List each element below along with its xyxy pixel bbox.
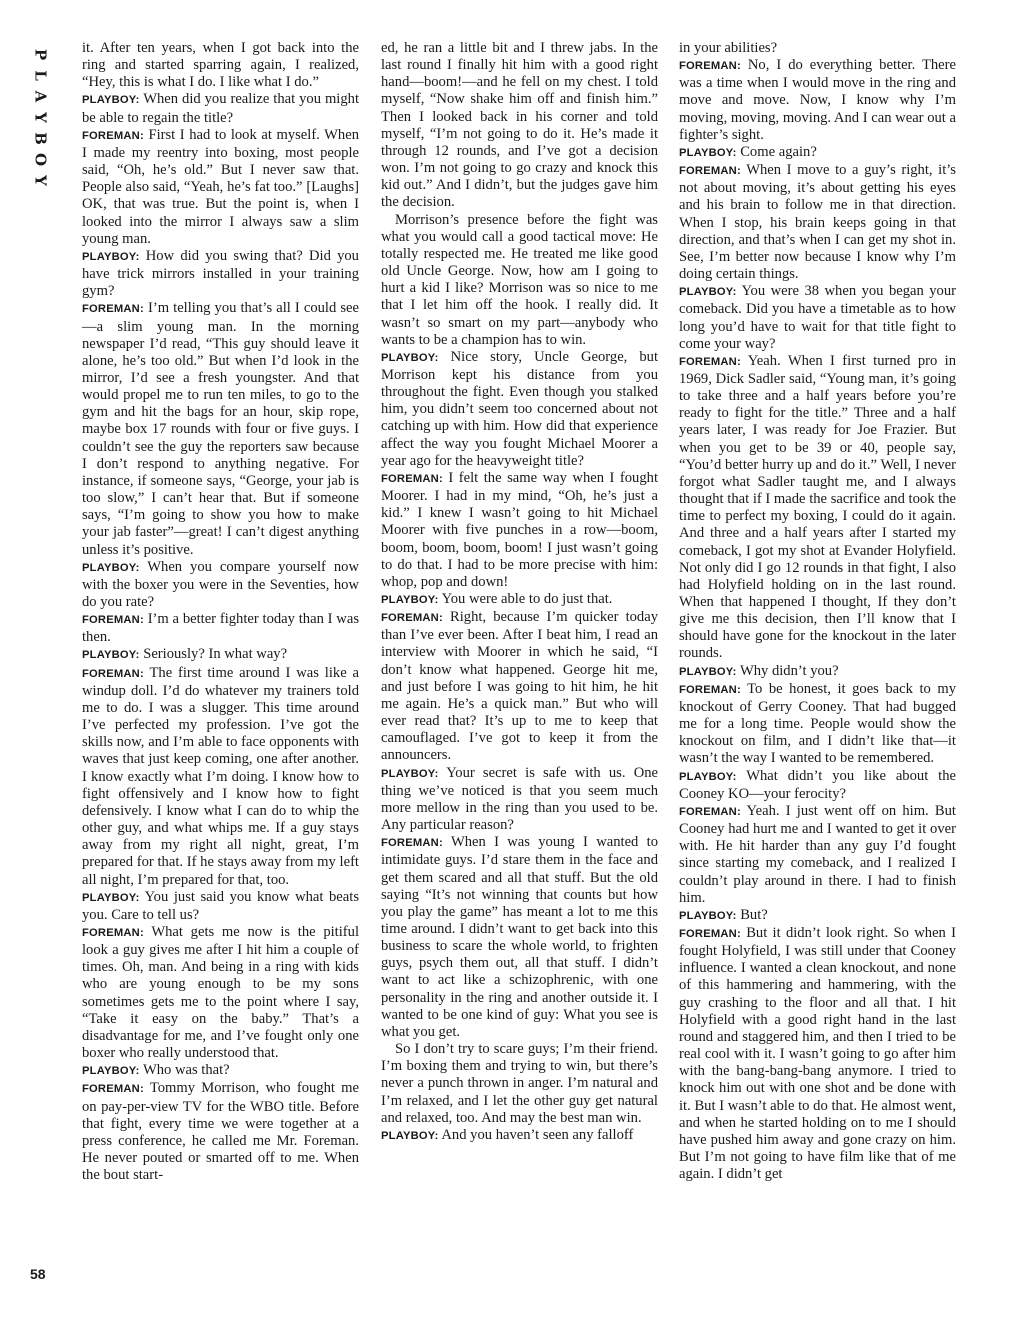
paragraph-text: it. After ten years, when I got back into the ring and started sparring again, I realized, “Hey, this is what I do. I like what I do.” (82, 40, 359, 91)
interview-paragraph (381, 591, 658, 609)
interview-paragraph (679, 925, 956, 1183)
paragraph-text: I’m telling you that’s all I could see—a slim young man. In the morning newspaper I’d read, “This guy should leave it alone, he’s too old.” But when I’d look in the mirror, I’d see a fresh youngster. And that would propel me to run ten miles, to go to the gym and hit the bags for an hour, skip rope, maybe box 17 rounds with four or five guys. I couldn’t see the guy the reporters saw because I don’t respond to anything negative. For instance, if someone says, “George, your jab is too slow,” I can’t hear that. But if someone says, “I’m going to show you how to make your jab faster”—great! I can’t digest anything unless it’s positive. (82, 300, 359, 558)
speaker-label: PLAYBOY: (381, 351, 439, 364)
paragraph-text: You just said you know what beats you. Care to tell us? (82, 888, 359, 923)
interview-paragraph (82, 1062, 359, 1080)
interview-paragraph (679, 353, 956, 663)
speaker-label: PLAYBOY: (679, 770, 737, 783)
interview-paragraph (82, 40, 359, 91)
interview-paragraph (679, 907, 956, 925)
speaker-label: PLAYBOY: (381, 594, 439, 606)
logo-letter: Y (31, 175, 50, 186)
paragraph-text: Seriously? In what way? (143, 646, 288, 663)
speaker-label: PLAYBOY: (381, 1129, 439, 1142)
paragraph-text: Why didn’t you? (739, 662, 839, 679)
paragraph-text: Nice story, Uncle George, but Morrison kept his distance from you throughout the fight. Even though you stalked him, you didn’t seem too concerned about not catching up with him. How did that experience affect the way you fought Michael Moorer a year ago for the heavyweight title? (381, 348, 658, 469)
speaker-label: FOREMAN: (679, 355, 741, 368)
speaker-label: PLAYBOY: (679, 909, 737, 922)
speaker-label: FOREMAN: (82, 129, 144, 142)
speaker-label: FOREMAN: (82, 667, 144, 680)
speaker-label: PLAYBOY: (82, 1065, 140, 1078)
page-number: 58 (30, 1266, 46, 1282)
article-column-1 (82, 40, 359, 1184)
interview-paragraph (82, 665, 359, 889)
interview-paragraph (679, 162, 956, 283)
paragraph-text: How did you swing that? Did you have trick mirrors installed in your training gym? (82, 247, 359, 300)
speaker-label: FOREMAN: (82, 926, 144, 939)
speaker-label: FOREMAN: (381, 472, 443, 485)
interview-paragraph (82, 300, 359, 558)
paragraph-text: When you compare yourself now with the boxer you were in the Seventies, how do you rate? (82, 558, 359, 610)
speaker-label: PLAYBOY: (82, 891, 140, 904)
speaker-label: PLAYBOY: (679, 146, 737, 159)
interview-paragraph (82, 248, 359, 300)
interview-paragraph (679, 40, 956, 57)
paragraph-text: No, I do everything better. There was a time when I would move in the ring and move and move. Now, I know why I’m moving, moving, moving. And I can wear out a fighter’s sight. (679, 57, 956, 143)
speaker-label: FOREMAN: (679, 60, 741, 73)
paragraph-text: Tommy Morrison, who fought me on pay-per-view TV for the WBO title. Before that fight, every time we were together at a press conference, he called me Mr. Foreman. He never pouted or smarted off to me. When the bout start- (82, 1080, 359, 1184)
interview-paragraph (381, 40, 658, 212)
interview-paragraph (679, 803, 956, 907)
paragraph-text: So I don’t try to scare guys; I’m their friend. I’m boxing them and trying to win, but there’s never a punch thrown in anger. I’m natural and I’m relaxed, and I let the other guy get natural and relaxed, too. And may the best man win. (381, 1041, 658, 1126)
logo-letter: P (31, 48, 50, 61)
speaker-label: FOREMAN: (82, 614, 144, 627)
speaker-label: PLAYBOY: (679, 286, 737, 299)
interview-paragraph (679, 663, 956, 681)
paragraph-text: And you haven’t seen any falloff (441, 1126, 634, 1143)
interview-paragraph (679, 681, 956, 768)
logo-letter: O (31, 152, 50, 167)
paragraph-text: Yeah. When I first turned pro in 1969, Dick Sadler said, “Young man, it’s going to take three and a half years before you’re ready to fight for the title.” Three and a half years later, I was ready for Joe Frazier. But when you get to be 39 or 40, people say, “You’d better hurry up and do it.” Well, I never forgot what Sadler taught me, and I always thought that if I made the sacrifice and took the time to perfect my boxing, I could do it again. And three and a half years after I started my comeback, I got my shot at Evander Holyfield. Not only did I go 12 rounds in that fight, I also had Holyfield holding on in the last round. When that happened I thought, If they don’t give me this decision, then I’ll know that I should have gone for the knockout in the later rounds. (679, 352, 957, 662)
interview-paragraph (82, 127, 359, 248)
interview-paragraph (82, 646, 359, 664)
paragraph-text: Come again? (740, 143, 817, 160)
interview-paragraph (82, 924, 359, 1062)
speaker-label: FOREMAN: (679, 165, 741, 178)
interview-paragraph (381, 609, 658, 764)
speaker-label: PLAYBOY: (82, 250, 140, 263)
vertical-magazine-logo (26, 44, 48, 191)
interview-paragraph (381, 349, 658, 470)
speaker-label: PLAYBOY: (82, 94, 140, 107)
speaker-label: FOREMAN: (679, 683, 741, 696)
paragraph-text: I’m a better fighter today than I was then. (82, 611, 359, 646)
interview-paragraph (381, 765, 658, 835)
interview-paragraph (381, 1041, 658, 1127)
interview-paragraph (82, 889, 359, 924)
paragraph-text: To be honest, it goes back to my knockout of Gerry Cooney. That had bugged me for a long time. People would show the knockout on film, and I didn’t like that—it wasn’t the way I wanted to be remembered. (679, 680, 956, 767)
logo-letter: B (31, 132, 50, 145)
paragraph-text: When did you realize that you might be able to regain the title? (82, 91, 359, 126)
interview-paragraph (82, 91, 359, 126)
interview-paragraph (82, 611, 359, 646)
logo-letter: Y (31, 112, 50, 123)
paragraph-text: What didn’t you like about the Cooney KO—your ferocity? (679, 767, 956, 802)
paragraph-text: The first time around I was like a windup doll. I’d do whatever my trainers told me to do. I was a slugger. This time around I’ve perfected my profession. I’ve got the skills now, and I’m able to face opponents with waves that just keep coming, one after another. I know exactly what I’m doing. I know how to fight offensively and I know how to fight defensively. I know what I can do to whip the other guy, and what whips me. If a guy stays away from my right all night, great, I’m prepared for that. If he stays away from my left all night, I’m prepared for that, too. (82, 664, 359, 888)
interview-paragraph (381, 470, 658, 591)
speaker-label: FOREMAN: (82, 1083, 144, 1096)
paragraph-text: Right, because I’m quicker today than I’ve ever been. After I beat him, I read an interview with Moorer in which he said, “I don’t know what happened. George hit me, and just before I was going to hit him, he hit me again. He’s a quick man.” But who will ever read that? It’s up to me to keep that camouflaged. I’ve got to keep it from the announcers. (381, 609, 658, 764)
paragraph-text: But it didn’t look right. So when I fought Holyfield, I was still under that Cooney influence. I wanted a clean knockout, and none of this hammering and hammering, with the guy crashing to the floor and all that. I hit Holyfield with a good right hand in the last round and staggered him, and then I tried to be real cool with it. I wasn’t going to go after him with the bang-bang-bang anymore. I tried to knock him out with one shot and be done with it. But I wasn’t able to do that. He almost went, and when he started holding on to me I should have pushed him away and gone crazy on him. But I’m not going to have film like that of me again. I didn’t get (679, 924, 957, 1183)
interview-paragraph (679, 57, 956, 144)
article-column-2 (381, 40, 658, 1145)
interview-paragraph (82, 559, 359, 611)
logo-letter: A (31, 90, 50, 103)
interview-paragraph (82, 1080, 359, 1184)
paragraph-text: in your abilities? (679, 40, 778, 56)
article-column-3 (679, 40, 956, 1183)
logo-letter: L (31, 70, 50, 81)
paragraph-text: I felt the same way when I fought Moorer. I had in my mind, “Oh, he’s just a kid.” I knew I wasn’t going to hit Michael Moorer with five punches in a row—boom, boom, boom, boom, boom! I just wasn’t going to do that. I had to be more precise with him: whop, pop and down! (381, 469, 658, 590)
paragraph-text: ed, he ran a little bit and I threw jabs. In the last round I finally hit him with a good right hand—boom!—and he fell on my chest. I told myself, “Now shake him off and finish him.” Then I looked back in his corner and told myself, “I’m not going to do it. He’s made it through 12 rounds, and I’ve got a decision won. I’m not going to go crazy and knock this kid out.” And I didn’t, but the judges gave him the decision. (381, 40, 658, 211)
paragraph-text: Morrison’s presence before the fight was what you would call a good tactical move: He totally respected me. He treated me like good old Uncle George. Now, how am I going to hurt a kid I like? Morrison was so nice to me that I let him off the hook. I really did. It wasn’t so smart on my part—anybody who wants to be a champion has to win. (381, 211, 658, 348)
speaker-label: FOREMAN: (679, 927, 741, 940)
speaker-label: PLAYBOY: (82, 561, 140, 574)
interview-paragraph (679, 283, 956, 353)
paragraph-text: Yeah. I just went off on him. But Cooney had hurt me and I wanted to get it over with. He hit harder than any guy I’d fought since starting my comeback, and I realized I couldn’t play around in there. I had to finish him. (679, 802, 956, 906)
paragraph-text: When I was young I wanted to intimidate guys. I’d stare them in the face and get them scared and all that stuff. But the old saying “It’s not winning that counts but how you play the game” has meant a lot to me this time around. I didn’t want to get back into this business to scare the whole world, to frighten guys, psych them out, all that stuff. I didn’t want to act like a schizophrenic, with one personality in the ring and another outside it. I wanted to be one kind of guy: What you see is what you get. (381, 834, 658, 1040)
speaker-label: PLAYBOY: (679, 665, 737, 678)
paragraph-text: But? (740, 906, 768, 923)
paragraph-text: When I move to a guy’s right, it’s not about moving, it’s about getting his eyes and his brain to follow me in that direction. When I stop, his brain keeps going in that direction, and that’s when I can get my shot in. See, I’m better now because I know why I’m doing certain things. (679, 162, 956, 283)
paragraph-text: Who was that? (142, 1062, 230, 1079)
interview-paragraph (679, 768, 956, 803)
speaker-label: PLAYBOY: (381, 767, 439, 780)
paragraph-text: You were 38 when you began your comeback. Did you have a timetable as to how long you’d have to wait for that title fight to come your way? (679, 283, 957, 352)
interview-paragraph (381, 212, 658, 349)
speaker-label: PLAYBOY: (82, 649, 140, 662)
speaker-label: FOREMAN: (381, 612, 443, 625)
speaker-label: FOREMAN: (82, 303, 144, 316)
paragraph-text: You were able to do just that. (441, 591, 613, 607)
interview-paragraph (381, 834, 658, 1041)
speaker-label: FOREMAN: (381, 837, 443, 850)
paragraph-text: Your secret is safe with us. One thing we’ve noticed is that you seem much more mellow in the ring than you used to be. Any particular reason? (381, 764, 659, 834)
interview-paragraph (381, 1127, 658, 1145)
interview-paragraph (679, 144, 956, 162)
paragraph-text: What gets me now is the pitiful look a guy gives me after I hit him a couple of times. Oh, man. And being in a ring with kids who are young enough to be my sons sometimes gets me to the point where I say, “Take it easy on the baby.” That’s a disadvantage for me, and I’ve fought only one boxer who really understood that. (82, 923, 359, 1062)
paragraph-text: First I had to look at myself. When I made my reentry into boxing, most people said, “Oh, he’s old.” But I never saw that. People also said, “Yeah, he’s fat too.” [Laughs] OK, that was true. But the point is, when I looked into the mirror I always saw a slim young man. (82, 126, 359, 247)
speaker-label: FOREMAN: (679, 805, 741, 818)
